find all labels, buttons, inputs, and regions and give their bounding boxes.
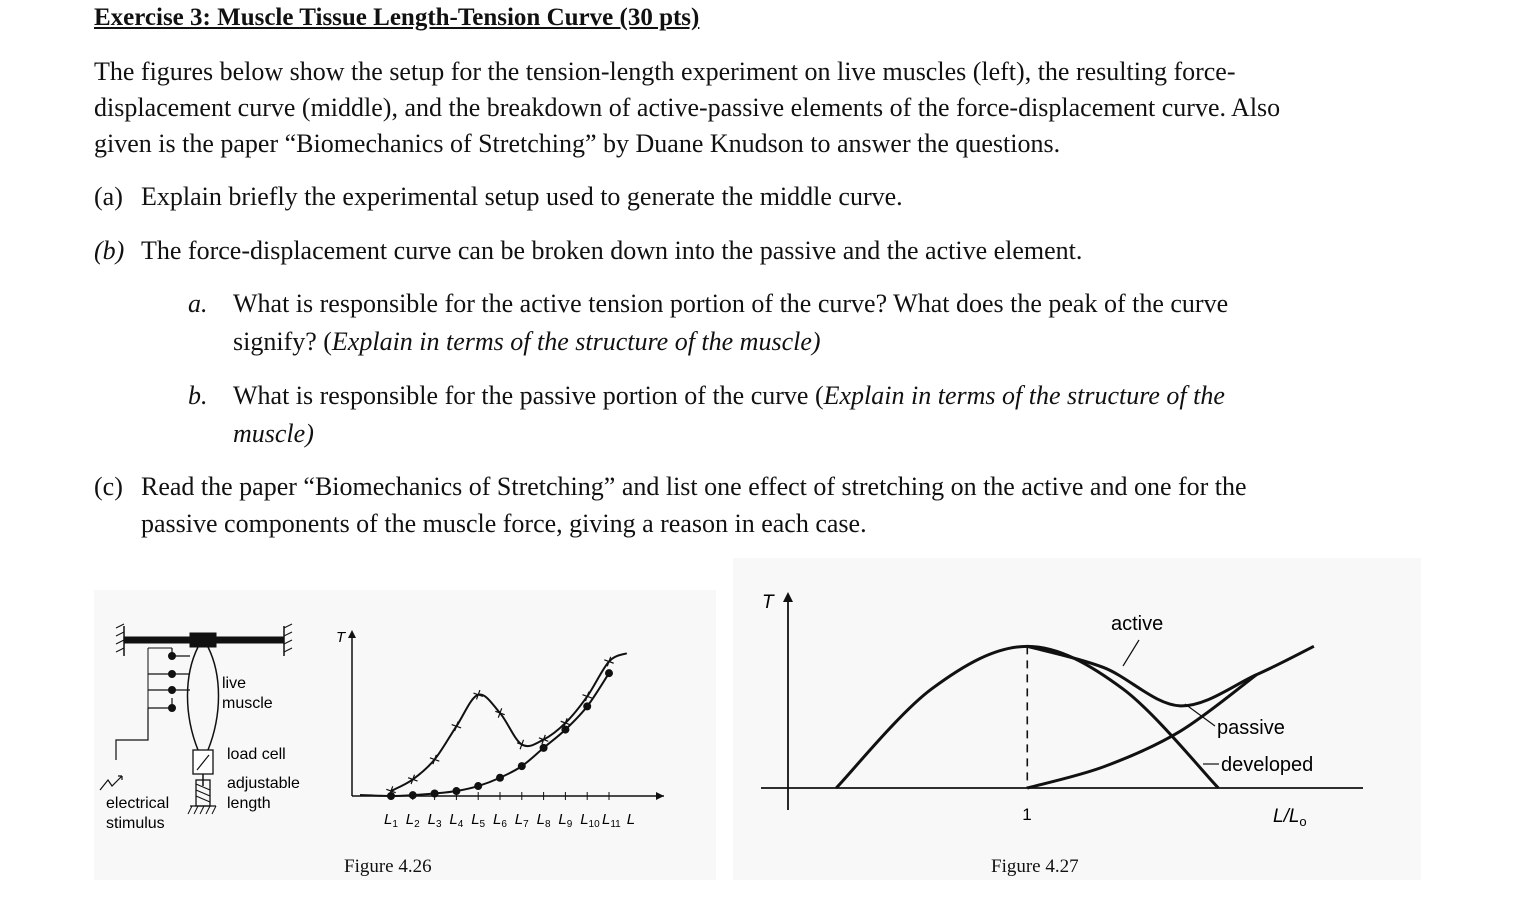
- figure-4-26-svg: [94, 590, 716, 880]
- question-b-label: (b): [94, 236, 125, 265]
- subquestion-b-line1: [233, 377, 1225, 414]
- series-passive-point: [583, 702, 591, 710]
- figure-4-27-svg: [733, 558, 1421, 880]
- electrode-dot: [169, 705, 176, 712]
- series-passive-point: [605, 669, 613, 677]
- wall-right-hatch: [284, 624, 292, 652]
- intro-paragraph: [94, 54, 1422, 162]
- series-passive-point: [431, 790, 439, 798]
- figure-4-26-caption: Figure 4.26: [344, 856, 432, 877]
- x-tick-subscript: 7: [523, 819, 529, 830]
- x-tick-subscript: 5: [479, 819, 486, 830]
- x-tick-label: $L_1$: [384, 811, 398, 830]
- series-passive-point: [561, 726, 569, 734]
- series-passive-point: [474, 782, 482, 790]
- y-axis-arrow: [348, 630, 356, 638]
- intro-line: The figures below show the setup for the tension-length experiment on live muscles (left), the resulting force-: [94, 57, 1236, 86]
- x-tick-label: $L_{11}$: [602, 811, 621, 830]
- series-passive-point: [496, 774, 504, 782]
- series-passive-line: [360, 673, 609, 796]
- x-tick-subscript: 4: [457, 819, 464, 830]
- muscle-outline: [188, 647, 219, 750]
- question-a-label: (a): [94, 182, 123, 211]
- electrode-dot: [169, 687, 176, 694]
- series-total-point: [450, 720, 463, 733]
- x-tick-label: $L_9$: [558, 811, 573, 830]
- x-axis-label-subscript: o: [1299, 814, 1307, 829]
- x-tick-subscript: 3: [435, 819, 442, 830]
- y-axis-arrow: [783, 592, 793, 602]
- x-tick-subscript: 1: [392, 819, 398, 830]
- question-a-text: Explain briefly the experimental setup used to generate the middle curve.: [141, 182, 903, 211]
- screw-thread: [196, 784, 210, 802]
- x-tick-subscript: 2: [414, 819, 420, 830]
- x-tick-subscript: 10: [588, 819, 600, 830]
- annotation-active: active: [1111, 613, 1164, 635]
- intro-line: displacement curve (middle), and the breakdown of active-passive elements of the force-displacement curve. Also: [94, 93, 1281, 122]
- stimulus-symbol: [100, 776, 122, 790]
- question-c-label: (c): [94, 472, 123, 501]
- x-tick-label: $L_5$: [471, 811, 486, 830]
- subquestion-b-line1-plain: What is responsible for the passive portion of the curve (: [233, 381, 824, 410]
- annotation-passive: passive: [1217, 717, 1285, 739]
- series-passive-point: [518, 762, 526, 770]
- label-length: length: [227, 795, 271, 812]
- annotation-active-leader: [1123, 640, 1139, 666]
- x-axis-label: L: [626, 811, 636, 828]
- x-tick-label: $L_4$: [449, 811, 464, 830]
- annotation-passive-leader: [1185, 704, 1215, 726]
- series-total-line: [391, 653, 627, 791]
- x-axis-arrow: [656, 792, 664, 800]
- subquestion-b-line2-italic: muscle): [233, 419, 314, 448]
- x-tick-label: $L_6$: [493, 811, 507, 830]
- x-tick-label: $L_3$: [427, 811, 442, 830]
- subquestion-a-line1: What is responsible for the active tension portion of the curve? What does the peak of the curve: [233, 289, 1229, 318]
- x-tick-label: $L_7$: [514, 811, 529, 830]
- stimulus-lead: [116, 708, 148, 760]
- exercise-title: Exercise 3: Muscle Tissue Length-Tension Curve (30 pts): [94, 4, 700, 31]
- subquestion-a-line2-plain: signify? (: [233, 327, 332, 356]
- y-axis-label: T: [336, 629, 346, 646]
- x-tick-label: 1: [1022, 805, 1032, 824]
- subquestion-b-line2: [233, 415, 314, 452]
- x-tick-label: $L_8$: [536, 811, 551, 830]
- label-live: live: [222, 675, 247, 692]
- x-axis-label: $L/L_o$: [1273, 806, 1307, 829]
- series-passive-point: [452, 787, 460, 795]
- subquestion-b-line1-italic: Explain in terms of the structure of the: [823, 381, 1225, 410]
- subquestion-b-label: b.: [188, 381, 208, 410]
- subquestion-a-line2: [233, 323, 821, 360]
- x-tick-subscript: 6: [501, 819, 507, 830]
- series-passive-point: [409, 791, 417, 799]
- question-c-line2: passive components of the muscle force, giving a reason in each case.: [141, 509, 867, 538]
- chart-4-26: [336, 629, 664, 830]
- figure-4-27-caption: Figure 4.27: [991, 856, 1079, 877]
- x-tick-label: $L_2$: [405, 811, 420, 830]
- x-tick-subscript: 8: [544, 819, 551, 830]
- annotation-developed: developed: [1221, 754, 1314, 776]
- clamp-block: [190, 633, 216, 647]
- x-tick-subscript: 11: [610, 819, 621, 830]
- electrode-dot: [169, 653, 176, 660]
- question-c-line1: Read the paper “Biomechanics of Stretching” and list one effect of stretching on the active and one for the: [141, 472, 1247, 501]
- wall-left-hatch: [116, 624, 124, 652]
- subquestion-a-label: a.: [188, 289, 208, 318]
- label-stimulus: stimulus: [106, 815, 165, 832]
- x-tick-subscript: 9: [566, 819, 573, 830]
- y-axis-label: T: [762, 592, 774, 613]
- figure-4-27: [733, 558, 1421, 880]
- figure-4-26: [94, 590, 716, 880]
- label-adjustable: adjustable: [227, 775, 300, 792]
- label-muscle: muscle: [222, 695, 273, 712]
- series-passive-point: [387, 792, 395, 800]
- series-passive-point: [540, 744, 548, 752]
- electrode-dot: [169, 671, 176, 678]
- ground-hatch: [188, 806, 216, 814]
- question-b-text: The force-displacement curve can be broken down into the passive and the active element.: [141, 236, 1083, 265]
- intro-line: given is the paper “Biomechanics of Stretching” by Duane Knudson to answer the questions.: [94, 129, 1061, 158]
- x-tick-label: $L_{10}$: [580, 811, 600, 830]
- subquestion-a-line2-italic: Explain in terms of the structure of the muscle): [331, 327, 821, 356]
- chart-4-27: [761, 592, 1363, 829]
- label-electrical: electrical: [106, 795, 170, 812]
- label-load-cell: load cell: [227, 746, 286, 763]
